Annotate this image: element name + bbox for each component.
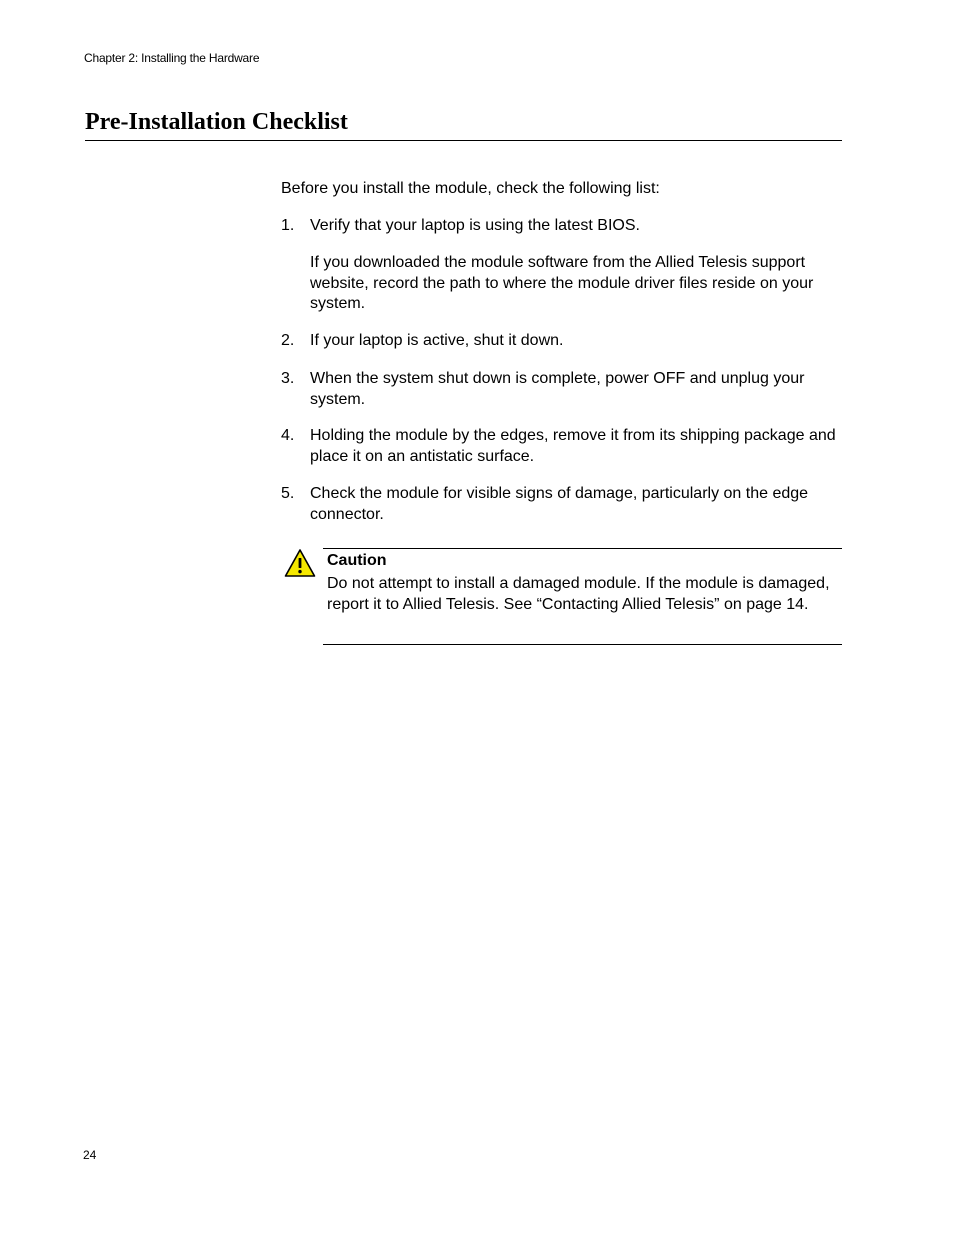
title-rule [85, 140, 842, 141]
item-number: 4. [281, 427, 295, 444]
caution-title: Caution [327, 552, 387, 569]
intro-paragraph: Before you install the module, check the following list: [281, 180, 660, 197]
running-header: Chapter 2: Installing the Hardware [84, 51, 260, 65]
page-number: 24 [83, 1148, 97, 1162]
item-text: When the system shut down is complete, power OFF and unplug your system. [310, 370, 805, 408]
caution-text: Do not attempt to install a damaged module. If the module is damaged, report it to Allied Telesis. See “Contacting Allied Telesis” on page 14. [327, 575, 830, 613]
item-text: Check the module for visible signs of damage, particularly on the edge connector. [310, 485, 809, 523]
item-number: 2. [281, 332, 295, 349]
caution-top-rule [323, 548, 842, 549]
item-text: Verify that your laptop is using the latest BIOS. [310, 217, 640, 234]
item-number: 3. [281, 370, 295, 387]
warning-triangle-icon [284, 548, 316, 578]
item-text: Holding the module by the edges, remove it from its shipping package and place it on an antistatic surface. [310, 427, 836, 465]
caution-bottom-rule [323, 644, 842, 645]
checklist-item-1-note: If you downloaded the module software from the Allied Telesis support website, record the path to where the module driver files reside on your system. [310, 254, 814, 312]
section-title: Pre-Installation Checklist [85, 109, 348, 135]
item-text: If your laptop is active, shut it down. [310, 332, 564, 349]
item-number: 5. [281, 485, 295, 502]
item-number: 1. [281, 217, 295, 234]
